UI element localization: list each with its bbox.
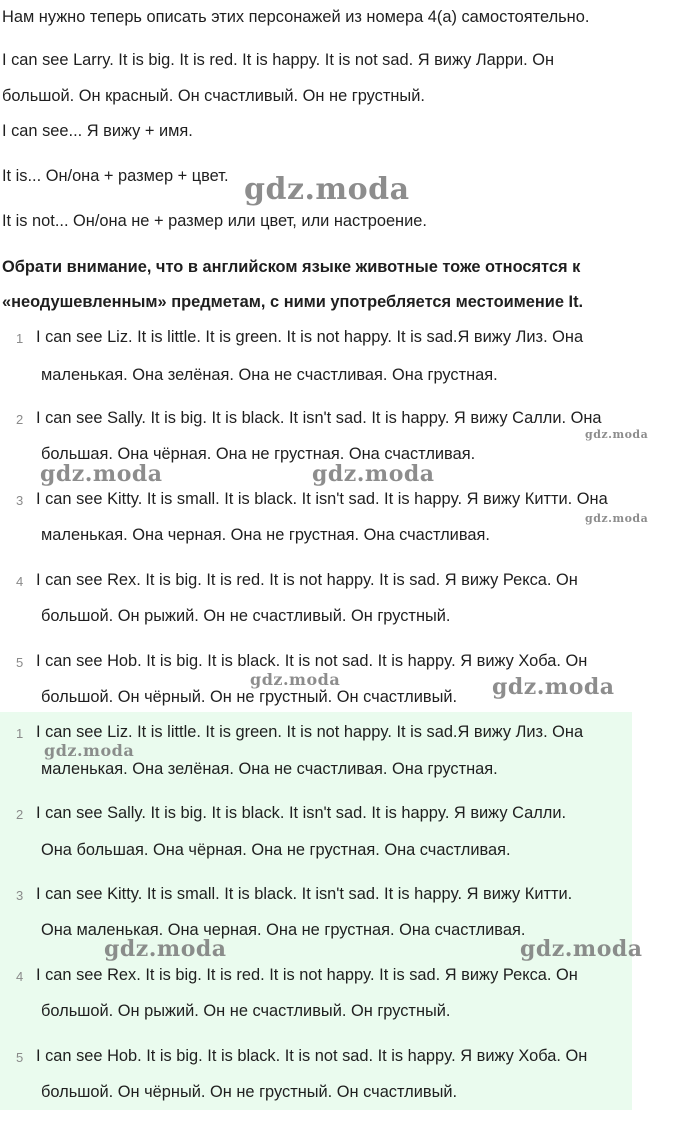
watermark: gdz.moda: [104, 936, 227, 962]
list-item-cont: большой. Он чёрный. Он не грустный. Он счастливый.: [41, 1083, 458, 1101]
list-item: I can see Liz. It is little. It is green. It is not happy. It is sad.Я вижу Лиз. Она: [36, 328, 584, 346]
list-item-number: 4: [16, 969, 24, 984]
watermark: gdz.moda: [44, 741, 135, 760]
list-item-number: 3: [16, 493, 24, 508]
intro-line-6: It is not... Он/она не + размер или цвет, или настроение.: [2, 212, 427, 230]
watermark: gdz.moda: [312, 461, 435, 487]
list-item-cont: большой. Он рыжий. Он не счастливый. Он грустный.: [41, 1002, 451, 1020]
list-item: I can see Sally. It is big. It is black. It isn't sad. It is happy. Я вижу Салли.: [36, 804, 567, 822]
note-line-2: «неодушевленным» предметам, с ними употребляется местоимение It.: [2, 293, 584, 311]
list-item-number: 1: [16, 331, 24, 346]
list-item-number: 1: [16, 726, 24, 741]
list-item-number: 2: [16, 412, 24, 427]
list-item-number: 5: [16, 655, 24, 670]
intro-line-5: It is... Он/она + размер + цвет.: [2, 167, 229, 185]
list-item-number: 2: [16, 807, 24, 822]
intro-line-4: I can see... Я вижу + имя.: [2, 122, 193, 140]
list-item: I can see Sally. It is big. It is black. It isn't sad. It is happy. Я вижу Салли. Она: [36, 409, 602, 427]
watermark: gdz.moda: [250, 670, 341, 689]
watermark: gdz.moda: [492, 674, 615, 700]
list-item-number: 5: [16, 1050, 24, 1065]
watermark: gdz.moda: [585, 428, 649, 441]
list-item-number: 3: [16, 888, 24, 903]
list-item-cont: большой. Он рыжий. Он не счастливый. Он грустный.: [41, 607, 451, 625]
intro-line-2: I can see Larry. It is big. It is red. It is happy. It is not sad. Я вижу Ларри. Он: [2, 51, 555, 69]
watermark: gdz.moda: [520, 936, 643, 962]
list-item-cont: маленькая. Она черная. Она не грустная. Она счастливая.: [41, 526, 490, 544]
note-line-1: Обрати внимание, что в английском языке животные тоже относятся к: [2, 258, 581, 276]
intro-line-1: Нам нужно теперь описать этих персонажей из номера 4(а) самостоятельно.: [2, 8, 590, 26]
list-item-cont: большой. Он чёрный. Он не грустный. Он счастливый.: [41, 688, 458, 706]
list-item: I can see Rex. It is big. It is red. It is not happy. It is sad. Я вижу Рекса. Он: [36, 571, 578, 589]
list-item: I can see Hob. It is big. It is black. It is not sad. It is happy. Я вижу Хоба. Он: [36, 652, 588, 670]
list-item: I can see Kitty. It is small. It is black. It isn't sad. It is happy. Я вижу Китти. Она: [36, 490, 608, 508]
list-item-cont: Она большая. Она чёрная. Она не грустная. Она счастливая.: [41, 841, 511, 859]
watermark: gdz.moda: [40, 461, 163, 487]
list-item: I can see Liz. It is little. It is green. It is not happy. It is sad.Я вижу Лиз. Она: [36, 723, 584, 741]
list-item-cont: маленькая. Она зелёная. Она не счастливая. Она грустная.: [41, 760, 498, 778]
list-item-cont: Она маленькая. Она черная. Она не грустная. Она счастливая.: [41, 921, 526, 939]
watermark: gdz.moda: [244, 172, 410, 207]
list-item: I can see Rex. It is big. It is red. It is not happy. It is sad. Я вижу Рекса. Он: [36, 966, 578, 984]
list-item: I can see Kitty. It is small. It is black. It isn't sad. It is happy. Я вижу Китти.: [36, 885, 573, 903]
list-item: I can see Hob. It is big. It is black. It is not sad. It is happy. Я вижу Хоба. Он: [36, 1047, 588, 1065]
intro-line-3: большой. Он красный. Он счастливый. Он не грустный.: [2, 87, 425, 105]
list-item-number: 4: [16, 574, 24, 589]
list-item-cont: маленькая. Она зелёная. Она не счастливая. Она грустная.: [41, 366, 498, 384]
watermark: gdz.moda: [585, 512, 649, 525]
list-item-cont: большая. Она чёрная. Она не грустная. Она счастливая.: [41, 445, 476, 463]
